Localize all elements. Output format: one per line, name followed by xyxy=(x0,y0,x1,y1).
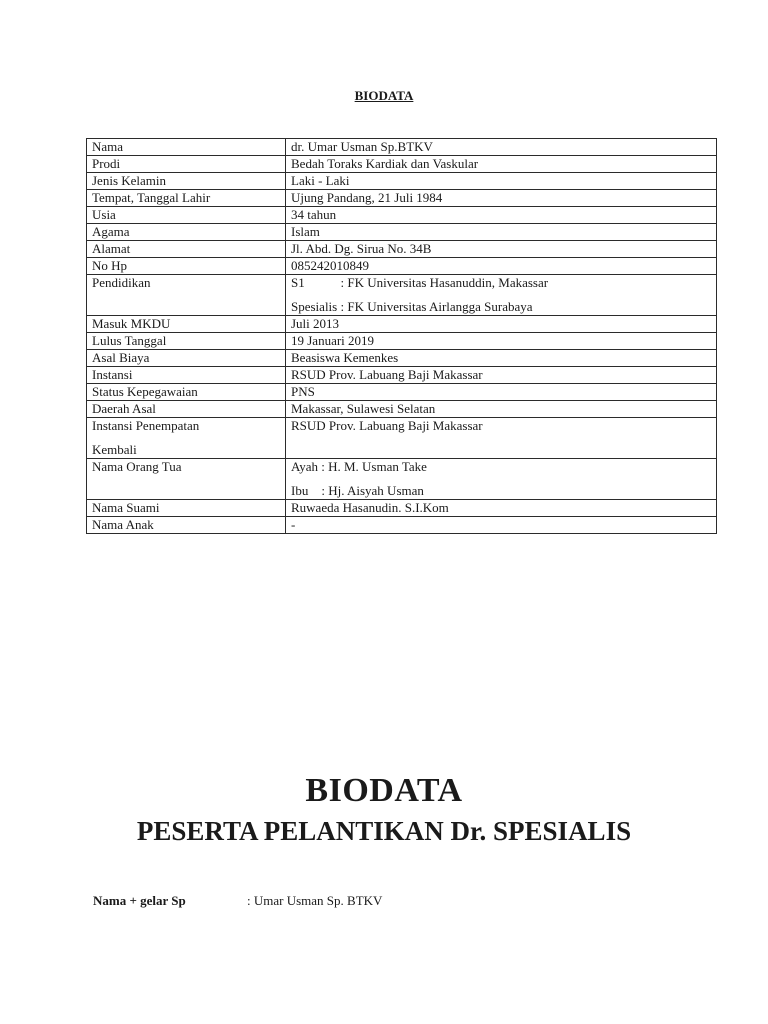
table-row xyxy=(87,241,717,258)
row-label: Masuk MKDU xyxy=(87,316,286,333)
table-row xyxy=(87,190,717,207)
row-value: Jl. Abd. Dg. Sirua No. 34B xyxy=(286,241,717,258)
row-value-line: S1 : FK Universitas Hasanuddin, Makassar xyxy=(291,275,549,290)
section-title: BIODATA xyxy=(305,772,463,809)
table-row xyxy=(87,459,717,500)
row-label: Nama xyxy=(87,139,286,156)
table-row xyxy=(87,224,717,241)
table-row xyxy=(87,500,717,517)
row-value: 085242010849 xyxy=(286,258,717,275)
table-row xyxy=(87,173,717,190)
row-value: Ujung Pandang, 21 Juli 1984 xyxy=(286,190,717,207)
row-label: Jenis Kelamin xyxy=(87,173,286,190)
row-label: Status Kepegawaian xyxy=(87,384,286,401)
row-value: Islam xyxy=(286,224,717,241)
row-label: Alamat xyxy=(87,241,286,258)
table-row xyxy=(87,384,717,401)
row-label: Lulus Tanggal xyxy=(87,333,286,350)
row-value xyxy=(286,459,717,500)
row-value: 19 Januari 2019 xyxy=(286,333,717,350)
row-label: Nama Anak xyxy=(87,517,286,534)
name-line xyxy=(93,893,382,909)
row-value: Juli 2013 xyxy=(286,316,717,333)
table-row xyxy=(87,258,717,275)
row-value-line: Ayah : H. M. Usman Take xyxy=(291,459,427,474)
section-subtitle: PESERTA PELANTIKAN Dr. SPESIALIS xyxy=(136,816,632,846)
row-label: Usia xyxy=(87,207,286,224)
row-value: dr. Umar Usman Sp.BTKV xyxy=(286,139,717,156)
row-value: PNS xyxy=(286,384,717,401)
table-row xyxy=(87,316,717,333)
table-row xyxy=(87,139,717,156)
page-title xyxy=(0,88,768,104)
row-label xyxy=(87,418,286,459)
table-row xyxy=(87,367,717,384)
row-value: - xyxy=(286,517,717,534)
page-title-text: BIODATA xyxy=(354,88,414,103)
row-label: Nama Orang Tua xyxy=(87,459,286,500)
table-row xyxy=(87,156,717,173)
row-value: 34 tahun xyxy=(286,207,717,224)
name-value: : Umar Usman Sp. BTKV xyxy=(247,893,383,908)
row-label-line: Kembali xyxy=(92,442,137,457)
table-row xyxy=(87,401,717,418)
table-row xyxy=(87,517,717,534)
table-row xyxy=(87,350,717,367)
row-value-line: Spesialis : FK Universitas Airlangga Surabaya xyxy=(291,299,533,314)
row-value: RSUD Prov. Labuang Baji Makassar xyxy=(286,367,717,384)
table-row xyxy=(87,275,717,316)
row-value-line: Ibu : Hj. Aisyah Usman xyxy=(291,483,424,498)
row-value: Laki - Laki xyxy=(286,173,717,190)
row-value: RSUD Prov. Labuang Baji Makassar xyxy=(286,418,717,459)
row-label: No Hp xyxy=(87,258,286,275)
row-label: Tempat, Tanggal Lahir xyxy=(87,190,286,207)
table-row xyxy=(87,333,717,350)
row-value: Bedah Toraks Kardiak dan Vaskular xyxy=(286,156,717,173)
row-label-line: Instansi Penempatan xyxy=(92,418,200,433)
row-label: Asal Biaya xyxy=(87,350,286,367)
table-row xyxy=(87,418,717,459)
row-value: Ruwaeda Hasanudin. S.I.Kom xyxy=(286,500,717,517)
row-label: Agama xyxy=(87,224,286,241)
row-value xyxy=(286,275,717,316)
row-label: Instansi xyxy=(87,367,286,384)
row-label: Nama Suami xyxy=(87,500,286,517)
row-value: Beasiswa Kemenkes xyxy=(286,350,717,367)
table-row xyxy=(87,207,717,224)
row-label: Prodi xyxy=(87,156,286,173)
biodata-table xyxy=(86,138,717,534)
row-value: Makassar, Sulawesi Selatan xyxy=(286,401,717,418)
row-label: Pendidikan xyxy=(87,275,286,316)
name-label: Nama + gelar Sp xyxy=(93,893,186,908)
row-label: Daerah Asal xyxy=(87,401,286,418)
